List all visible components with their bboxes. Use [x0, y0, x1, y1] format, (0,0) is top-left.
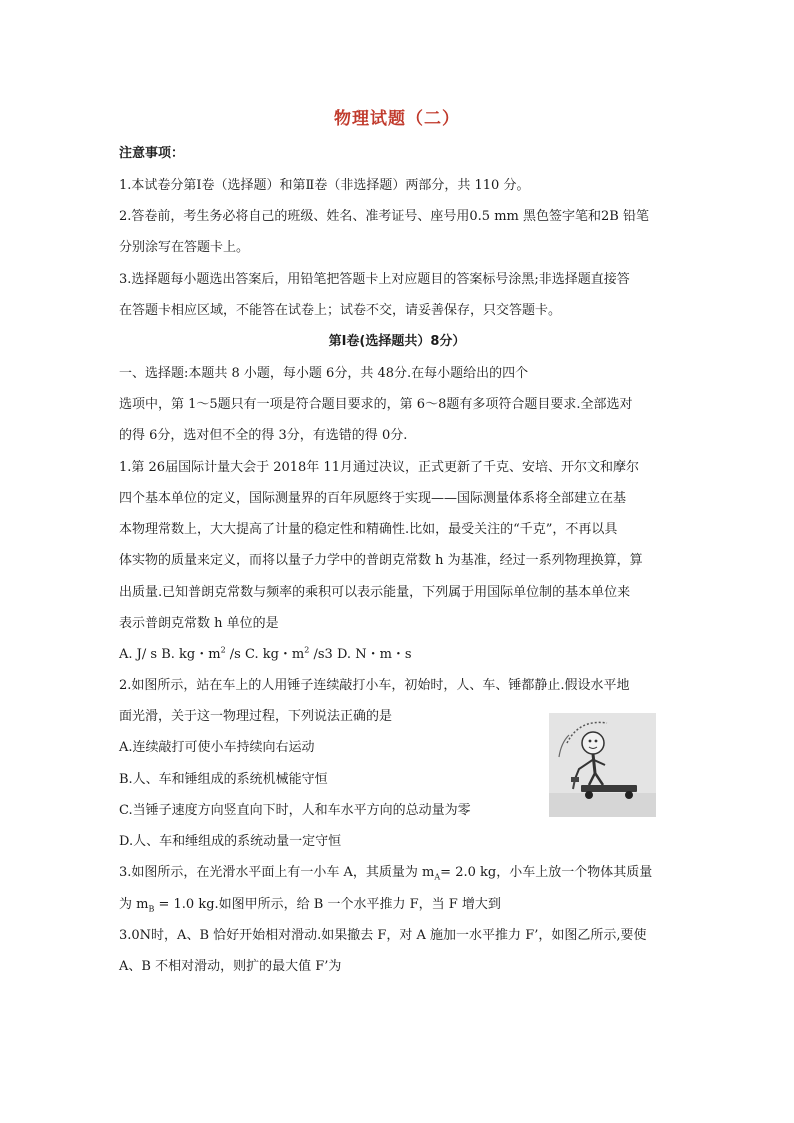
section-intro-3: 的得 6分，选对但不全的得 3分，有选错的得 0分.	[119, 428, 408, 443]
section-intro-2: 选项中，第 1～5题只有一项是符合题目要求的，第 6～8题有多项符合题目要求.全部选对	[119, 397, 633, 412]
q1-line-4: 体实物的质量来定义，而将以量子力学中的普朗克常数 h 为基准，经过一系列物理换算，算	[119, 553, 643, 568]
q1-option-a: A. J/ s	[119, 647, 158, 662]
q3-line-1: 3.如图所示，在光滑水平面上有一小车 A，其质量为 $m_A= 2.0$ kg，小车上放一个物体其质量	[119, 865, 653, 882]
q2-line-2: 面光滑，关于这一物理过程，下列说法正确的是	[119, 709, 393, 724]
q1-option-c: C. kg・$m^2$ /s3	[244, 645, 333, 662]
q1-line-3: 本物理常数上，大大提高了计量的稳定性和精确性.比如，最受关注的“千克”，不再以具	[119, 522, 618, 537]
q2-line-1: 2.如图所示，站在车上的人用锤子连续敲打小车，初始时，人、车、锤都静止.假设水平地	[119, 678, 630, 693]
notice-item-1: 1.本试卷分第Ⅰ卷（选择题）和第Ⅱ卷（非选择题）两部分，共 110 分。	[119, 178, 530, 193]
q2-option-d: D.人、车和缍组成的系统动量一定守恒	[119, 834, 342, 849]
q3-line-2: 为 $m_B = 1.0$ kg.如图甲所示，给 B 一个水平推力 F，当 F 增大到	[119, 897, 501, 914]
section-heading: 第Ⅰ卷(选择题共）8分）	[328, 334, 466, 349]
notice-item-2: 2.答卷前，考生务必将自己的班级、姓名、准考证号、座号用0.5 mm 黑色签字笔和2B 铅笔	[119, 209, 649, 224]
notice-heading: 注意事项：	[119, 146, 185, 161]
notice-item-2-cont: 分别涂写在答题卡上。	[119, 240, 250, 255]
q2-option-b: B.人、车和锤组成的系统机械能守恒	[119, 772, 328, 787]
q2-option-a: A.连续敲打可使小车持续向右运动	[119, 740, 315, 755]
q1-line-6: 表示普朗克常数 h 单位的是	[119, 616, 279, 631]
q3-line-3: 3.0N时，A、B 恰好开始相对滑动.如果撤去 F，对 A 施加一水平推力 F’，如图乙所示,要使	[119, 928, 647, 943]
person-hammering-cart-illustration	[549, 713, 656, 817]
notice-item-3: 3.选择题每小题选出答案后，用铅笔把答题卡上对应题目的答案标号涂黑;非选择题直接答	[119, 272, 630, 287]
notice-item-3-cont: 在答题卡相应区域，不能答在试卷上；试卷不交，请妥善保存，只交答题卡。	[119, 303, 562, 318]
q2-option-c: C.当锤子速度方向竖直向下时，人和车水平方向的总动量为零	[119, 803, 471, 818]
q1-option-b: B. kg・$m^2$ /s	[161, 645, 241, 662]
q1-line-1: 1.第 26届国际计量大会于 2018年 11月通过决议，正式更新了千克、安培、开尔文和摩尔	[119, 460, 639, 475]
page-title: 物理试题（二）	[334, 109, 460, 129]
q3-line-4: A、B 不相对滑动，则扩的最大值 F’为	[119, 959, 342, 974]
section-intro-1: 一、选择题:本题共 8 小题，每小题 6分，共 48分.在每小题给出的四个	[119, 366, 529, 381]
hammer-cart-figure	[549, 713, 656, 817]
q1-line-2: 四个基本单位的定义，国际测量界的百年夙愿终于实现——国际测量体系将全部建立在基	[119, 491, 627, 506]
q1-line-5: 出质量.已知普朗克常数与频率的乘积可以表示能量，下列属于用国际单位制的基本单位来	[119, 585, 631, 600]
q1-option-d: D. N・m・s	[336, 647, 412, 662]
q1-options	[119, 646, 412, 664]
